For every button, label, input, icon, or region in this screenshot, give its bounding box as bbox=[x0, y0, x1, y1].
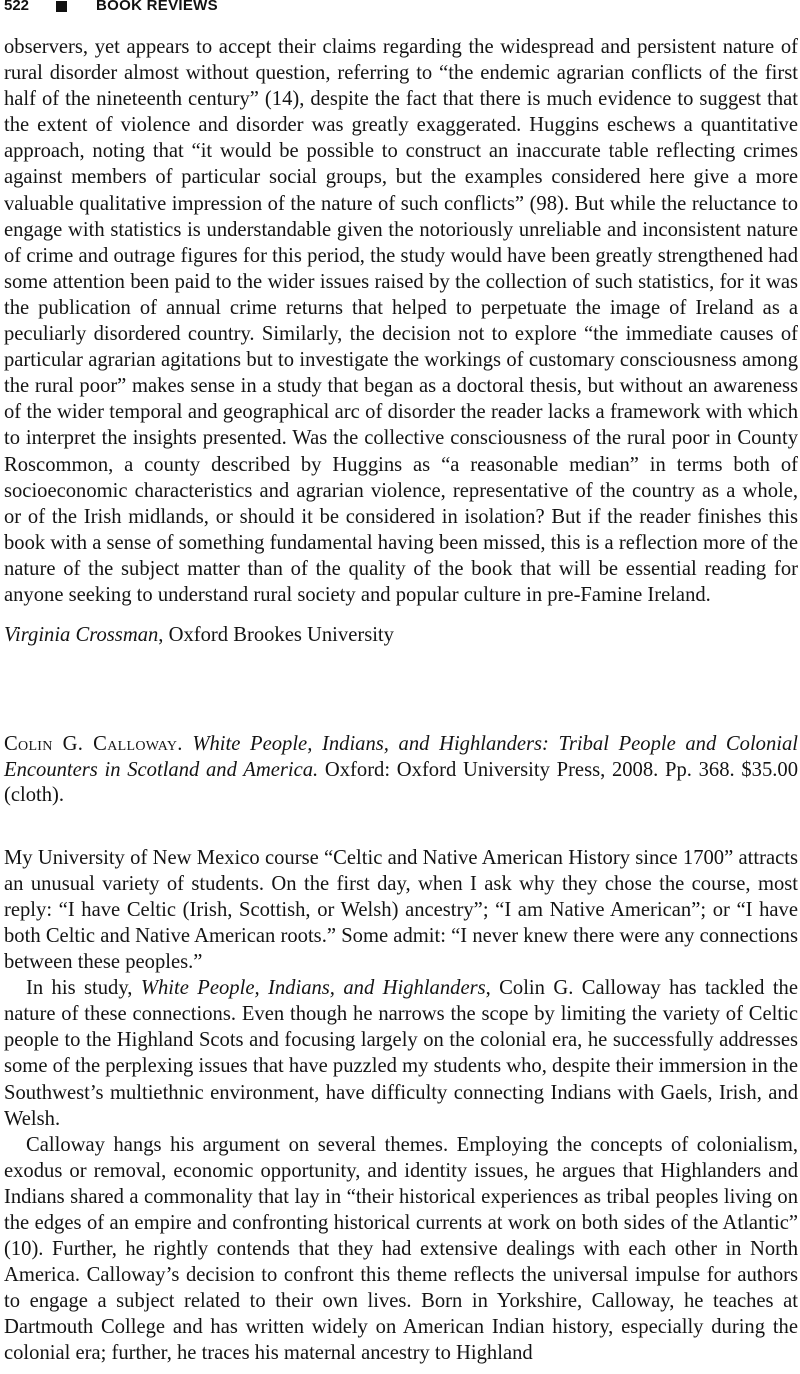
reviewer-signature bbox=[4, 622, 798, 648]
review-paragraph-2 bbox=[4, 975, 798, 1132]
review-paragraph-1: My University of New Mexico course “Celtic and Native American History since 1700” attracts an unusual variety of students. On the first day, when I ask why they chose the course, most reply: “I have Celtic (Irish, Scottish, or Welsh) ancestry”; “I am Native American”; or “I have both Celtic and Native American roots.” Some admit: “I never knew there were any connections between these peoples.” bbox=[4, 846, 798, 974]
section-title: BOOK REVIEWS bbox=[96, 0, 218, 14]
book-publication-info: Oxford: Oxford University Press, 2008. Pp. 368. $35.00 (cloth). bbox=[4, 758, 798, 807]
reviewer-affiliation: , Oxford Brookes University bbox=[158, 624, 394, 647]
running-head bbox=[0, 0, 800, 22]
paragraph-2-lead: In his study, bbox=[26, 977, 141, 1000]
page-body bbox=[4, 34, 798, 1367]
paragraph-2-text: , Colin G. Calloway has tackled the nature of these connections. Even though he narrows the scope by limiting the variety of Celtic people to the Highland Scots and focusing largely on the colonial era, he successfully addresses some of the perplexing issues that have puzzled my students who, despite their immersion in the Southwest’s multiethnic environment, have difficulty connecting Indians with Gaels, Irish, and Welsh. bbox=[4, 977, 798, 1130]
page-number: 522 bbox=[4, 0, 30, 14]
square-bullet-icon bbox=[56, 1, 67, 12]
review-paragraph-3: Calloway hangs his argument on several themes. Employing the concepts of colonialism, exodus or removal, economic opportunity, and identity issues, he argues that Highlanders and Indians shared a commonality that lay in “their historical experiences as tribal peoples living on the edges of an empire and confronting historical currents at work on both sides of the Atlantic” (10). Further, he rightly contends that they had extensive dealings with each other in North America. Calloway’s decision to confront this theme reflects the universal impulse for authors to engage a subject related to their own lives. Born in Yorkshire, Calloway, he teaches at Dartmouth College and has written widely on American Indian history, especially during the colonial era; further, he traces his maternal ancestry to Highland bbox=[4, 1133, 798, 1365]
review-continuation-paragraph: observers, yet appears to accept their claims regarding the widespread and persistent nature of rural disorder almost without question, referring to “the endemic agrarian conflicts of the first half of the nineteenth century” (14), despite the fact that there is much evidence to suggest that the extent of violence and disorder was greatly exaggerated. Huggins eschews a quantitative approach, noting that “it would be possible to construct an inaccurate table reflecting crimes against members of particular social groups, but the examples considered here give a more valuable qualitative impression of the nature of such conflicts” (98). But while the reluctance to engage with statistics is understandable given the notoriously unreliable and inconsistent nature of crime and outrage figures for this period, the study would have been greatly strengthened had some attention been paid to the wider issues raised by the collection of such statistics, for it was the publication of annual crime returns that helped to perpetuate the image of Ireland as a peculiarly disordered country. Similarly, the decision not to explore “the immediate causes of particular agrarian agitations but to investigate the workings of customary consciousness among the rural poor” makes sense in a study that began as a doctoral thesis, but without an awareness of the wider temporal and geographical arc of disorder the reader lacks a framework with which to interpret the insights presented. Was the collective consciousness of the rural poor in County Roscommon, a county described by Huggins as “a reasonable median” in terms both of socioeconomic characteristics and agrarian violence, representative of the country as a whole, or of the Irish midlands, or should it be considered in isolation? But if the reader finishes this book with a sense of something fundamental having been missed, this is a reflection more of the nature of the subject matter than of the quality of the book that will be essential reading for anyone seeking to understand rural society and popular culture in pre-Famine Ireland. bbox=[4, 36, 798, 606]
book-author: Colin G. Calloway. bbox=[4, 733, 183, 756]
reviewer-name: Virginia Crossman bbox=[4, 624, 159, 647]
book-citation bbox=[4, 732, 798, 809]
book-title: White People, Indians, and Highlanders: Tribal People and Colonial Encounters in Scotland and America. bbox=[4, 733, 799, 781]
paragraph-2-book-title: White People, Indians, and Highlanders bbox=[140, 977, 486, 1000]
